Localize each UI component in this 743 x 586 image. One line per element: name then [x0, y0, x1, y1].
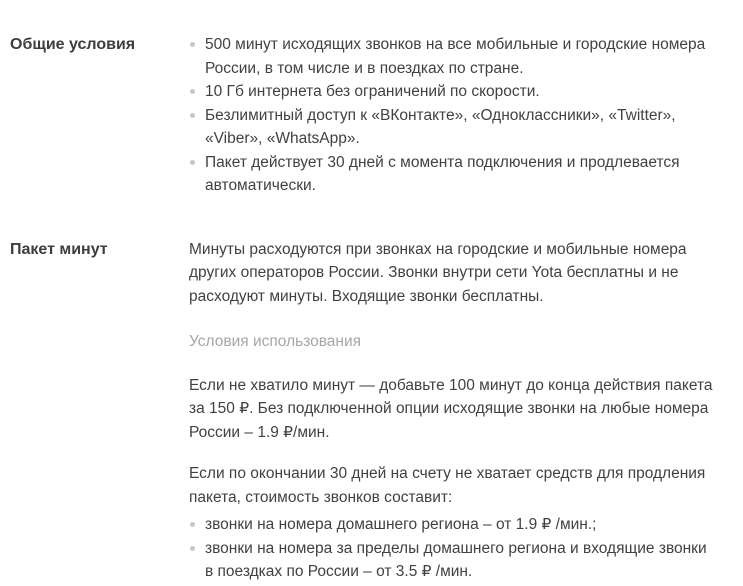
list-item-text: Безлимитный доступ к «ВКонтакте», «Одноклассники», «Twitter», «Viber», «WhatsApp».	[205, 106, 676, 147]
section-label-general-conditions: Общие условия	[10, 36, 136, 53]
bullet-icon	[190, 546, 195, 551]
list-item-text: 10 Гб интернета без ограничений по скорости.	[205, 83, 540, 100]
list-item	[189, 513, 729, 537]
bullet-icon	[190, 522, 195, 527]
list-item	[189, 33, 729, 80]
bullet-icon	[190, 89, 195, 94]
list-item-text: Пакет действует 30 дней с момента подключения и продлевается автоматически.	[205, 153, 680, 194]
usage-terms-subheading: Условия использования	[189, 333, 362, 350]
bullet-icon	[190, 113, 195, 118]
list-item	[189, 151, 729, 198]
list-item-text: звонки на номера за пределы домашнего региона и входящие звонки в поездках по России – от 3.5 ₽ /мин.	[205, 539, 707, 580]
extra-minutes-offer-paragraph: Если не хватило минут — добавьте 100 минут до конца действия пакета за 150 ₽. Без подключенной опции исходящие звонки на любые номера России – 1.9 ₽/мин.	[189, 376, 713, 441]
section-label-minutes-package: Пакет минут	[10, 240, 108, 258]
bullet-icon	[190, 160, 195, 165]
section-minutes-package	[10, 238, 743, 584]
list-item-text: звонки на номера домашнего региона – от 1.9 ₽ /мин.;	[205, 516, 597, 533]
intro-paragraph: Минуты расходуются при звонках на городские и мобильные номера других операторов России. Звонки внутри сети Yota бесплатны и не расходуют минуты. Входящие звонки бесплатны.	[189, 240, 687, 305]
list-item	[189, 537, 729, 584]
bullet-icon	[190, 42, 195, 47]
call-rates-list	[189, 513, 729, 584]
section-general-conditions	[10, 33, 743, 198]
general-conditions-list	[189, 33, 729, 198]
minutes-package-content	[189, 238, 729, 584]
list-item	[189, 104, 729, 151]
list-item	[189, 80, 729, 104]
package-expiry-paragraph: Если по окончании 30 дней на счету не хватает средств для продления пакета, стоимость звонков составит:	[189, 465, 706, 506]
list-item-text: 500 минут исходящих звонков на все мобильные и городские номера России, в том числе и в поездках по стране.	[205, 36, 706, 77]
